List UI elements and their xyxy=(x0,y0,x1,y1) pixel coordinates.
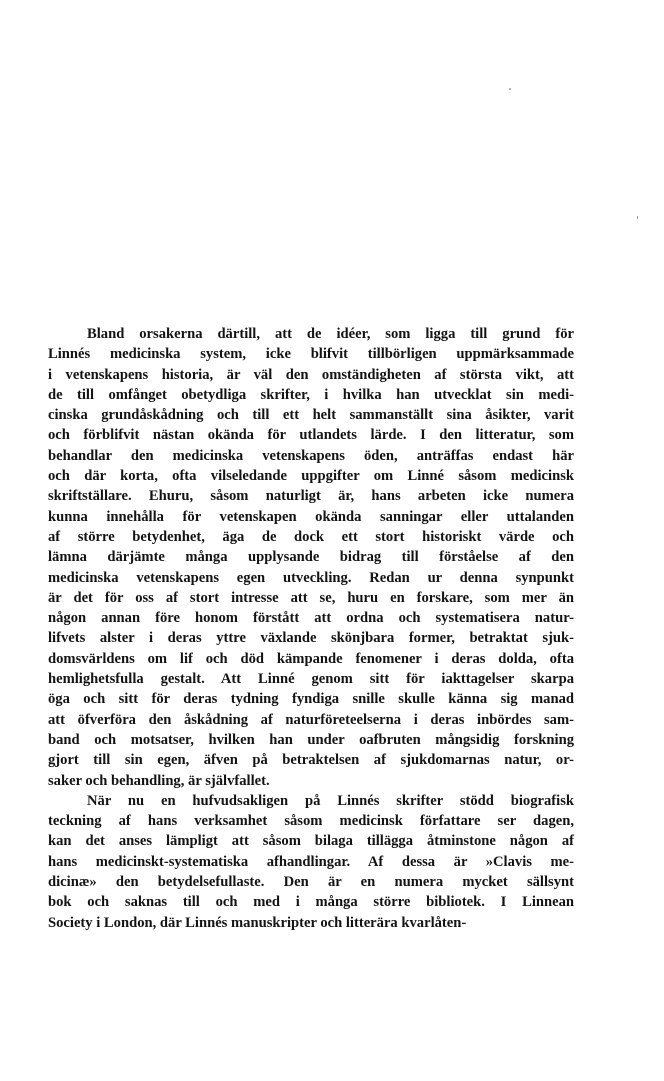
text-line: Linnés medicinska system, icke blifvit tillbörligen uppmärksammade xyxy=(48,346,574,363)
text-line: cinska grundåskådning och till ett helt sammanställt sina åsikter, varit xyxy=(48,407,574,424)
paragraph xyxy=(48,791,574,933)
text-line: kan det anses lämpligt att såsom bilaga tillägga åtminstone någon af xyxy=(48,833,574,850)
text-line: behandlar den medicinska vetenskapens öden, anträffas endast här xyxy=(48,447,574,464)
text-line: saker och behandling, är självfallet. xyxy=(48,772,270,789)
text-line: hemlighetsfulla gestalt. Att Linné genom sitt för iakttagelser skarpa xyxy=(48,671,574,688)
text-line: dicinæ» den betydelsefullaste. Den är en numera mycket sällsynt xyxy=(48,874,574,891)
text-line: och förblifvit nästan okända för utlandets lärde. I den litteratur, som xyxy=(48,427,574,444)
text-line: kunna innehålla för vetenskapen okända sanningar eller uttalanden xyxy=(48,508,574,525)
text-line: i vetenskapens historia, är väl den omständigheten af största vikt, att xyxy=(48,366,574,383)
paper-speck xyxy=(509,88,511,90)
paragraph xyxy=(48,324,574,791)
text-line: Bland orsakerna därtill, att de idéer, som ligga till grund för xyxy=(87,326,574,342)
text-line: skriftställare. Ehuru, såsom naturligt är, hans arbeten icke numera xyxy=(48,488,574,505)
text-line: lifvets alster i deras yttre växlande skönjbara former, betraktat sjuk- xyxy=(48,630,574,647)
text-line: öga och sitt för deras tydning fyndiga snille skulle känna sig manad xyxy=(48,691,574,708)
text-line: bok och saknas till och med i många större bibliotek. I Linnean xyxy=(48,894,574,911)
text-line: de till omfånget obetydliga skrifter, i hvilka han utvecklat sin medi- xyxy=(48,386,574,403)
text-line: är det för oss af stort intresse att se, huru en forskare, som mer än xyxy=(48,589,574,606)
body-text xyxy=(48,324,574,933)
text-line: När nu en hufvudsakligen på Linnés skrifter stödd biografisk xyxy=(87,792,574,809)
text-line: att öfverföra den åskådning af naturföreteelserna i deras inbördes sam- xyxy=(48,711,574,728)
text-line: lämna därjämte många upplysande bidrag till förståelse af den xyxy=(48,549,574,566)
text-line: band och motsatser, hvilken han under oafbruten mångsidig forskning xyxy=(48,731,574,748)
text-line: någon annan före honom förstått att ordna och systematisera natur- xyxy=(48,610,574,627)
text-line: teckning af hans verksamhet såsom medicinsk författare ser dagen, xyxy=(48,813,574,830)
text-line: af större betydenhet, äga de dock ett stort historiskt värde och xyxy=(48,528,574,545)
paper-speck xyxy=(637,216,638,219)
text-line: hans medicinskt-systematiska afhandlingar. Af dessa är »Clavis me- xyxy=(48,853,574,870)
text-line: domsvärldens om lif och död kämpande fenomener i deras dolda, ofta xyxy=(48,650,574,667)
text-line: medicinska vetenskapens egen utveckling. Redan ur denna synpunkt xyxy=(48,569,574,586)
text-line: Society i London, där Linnés manuskripter och litterära kvarlåten- xyxy=(48,914,467,931)
text-line: och där korta, ofta vilseledande uppgifter om Linné såsom medicinsk xyxy=(48,468,574,485)
text-line: gjort till sin egen, äfven på betraktelsen af sjukdomarnas natur, or- xyxy=(48,752,574,769)
